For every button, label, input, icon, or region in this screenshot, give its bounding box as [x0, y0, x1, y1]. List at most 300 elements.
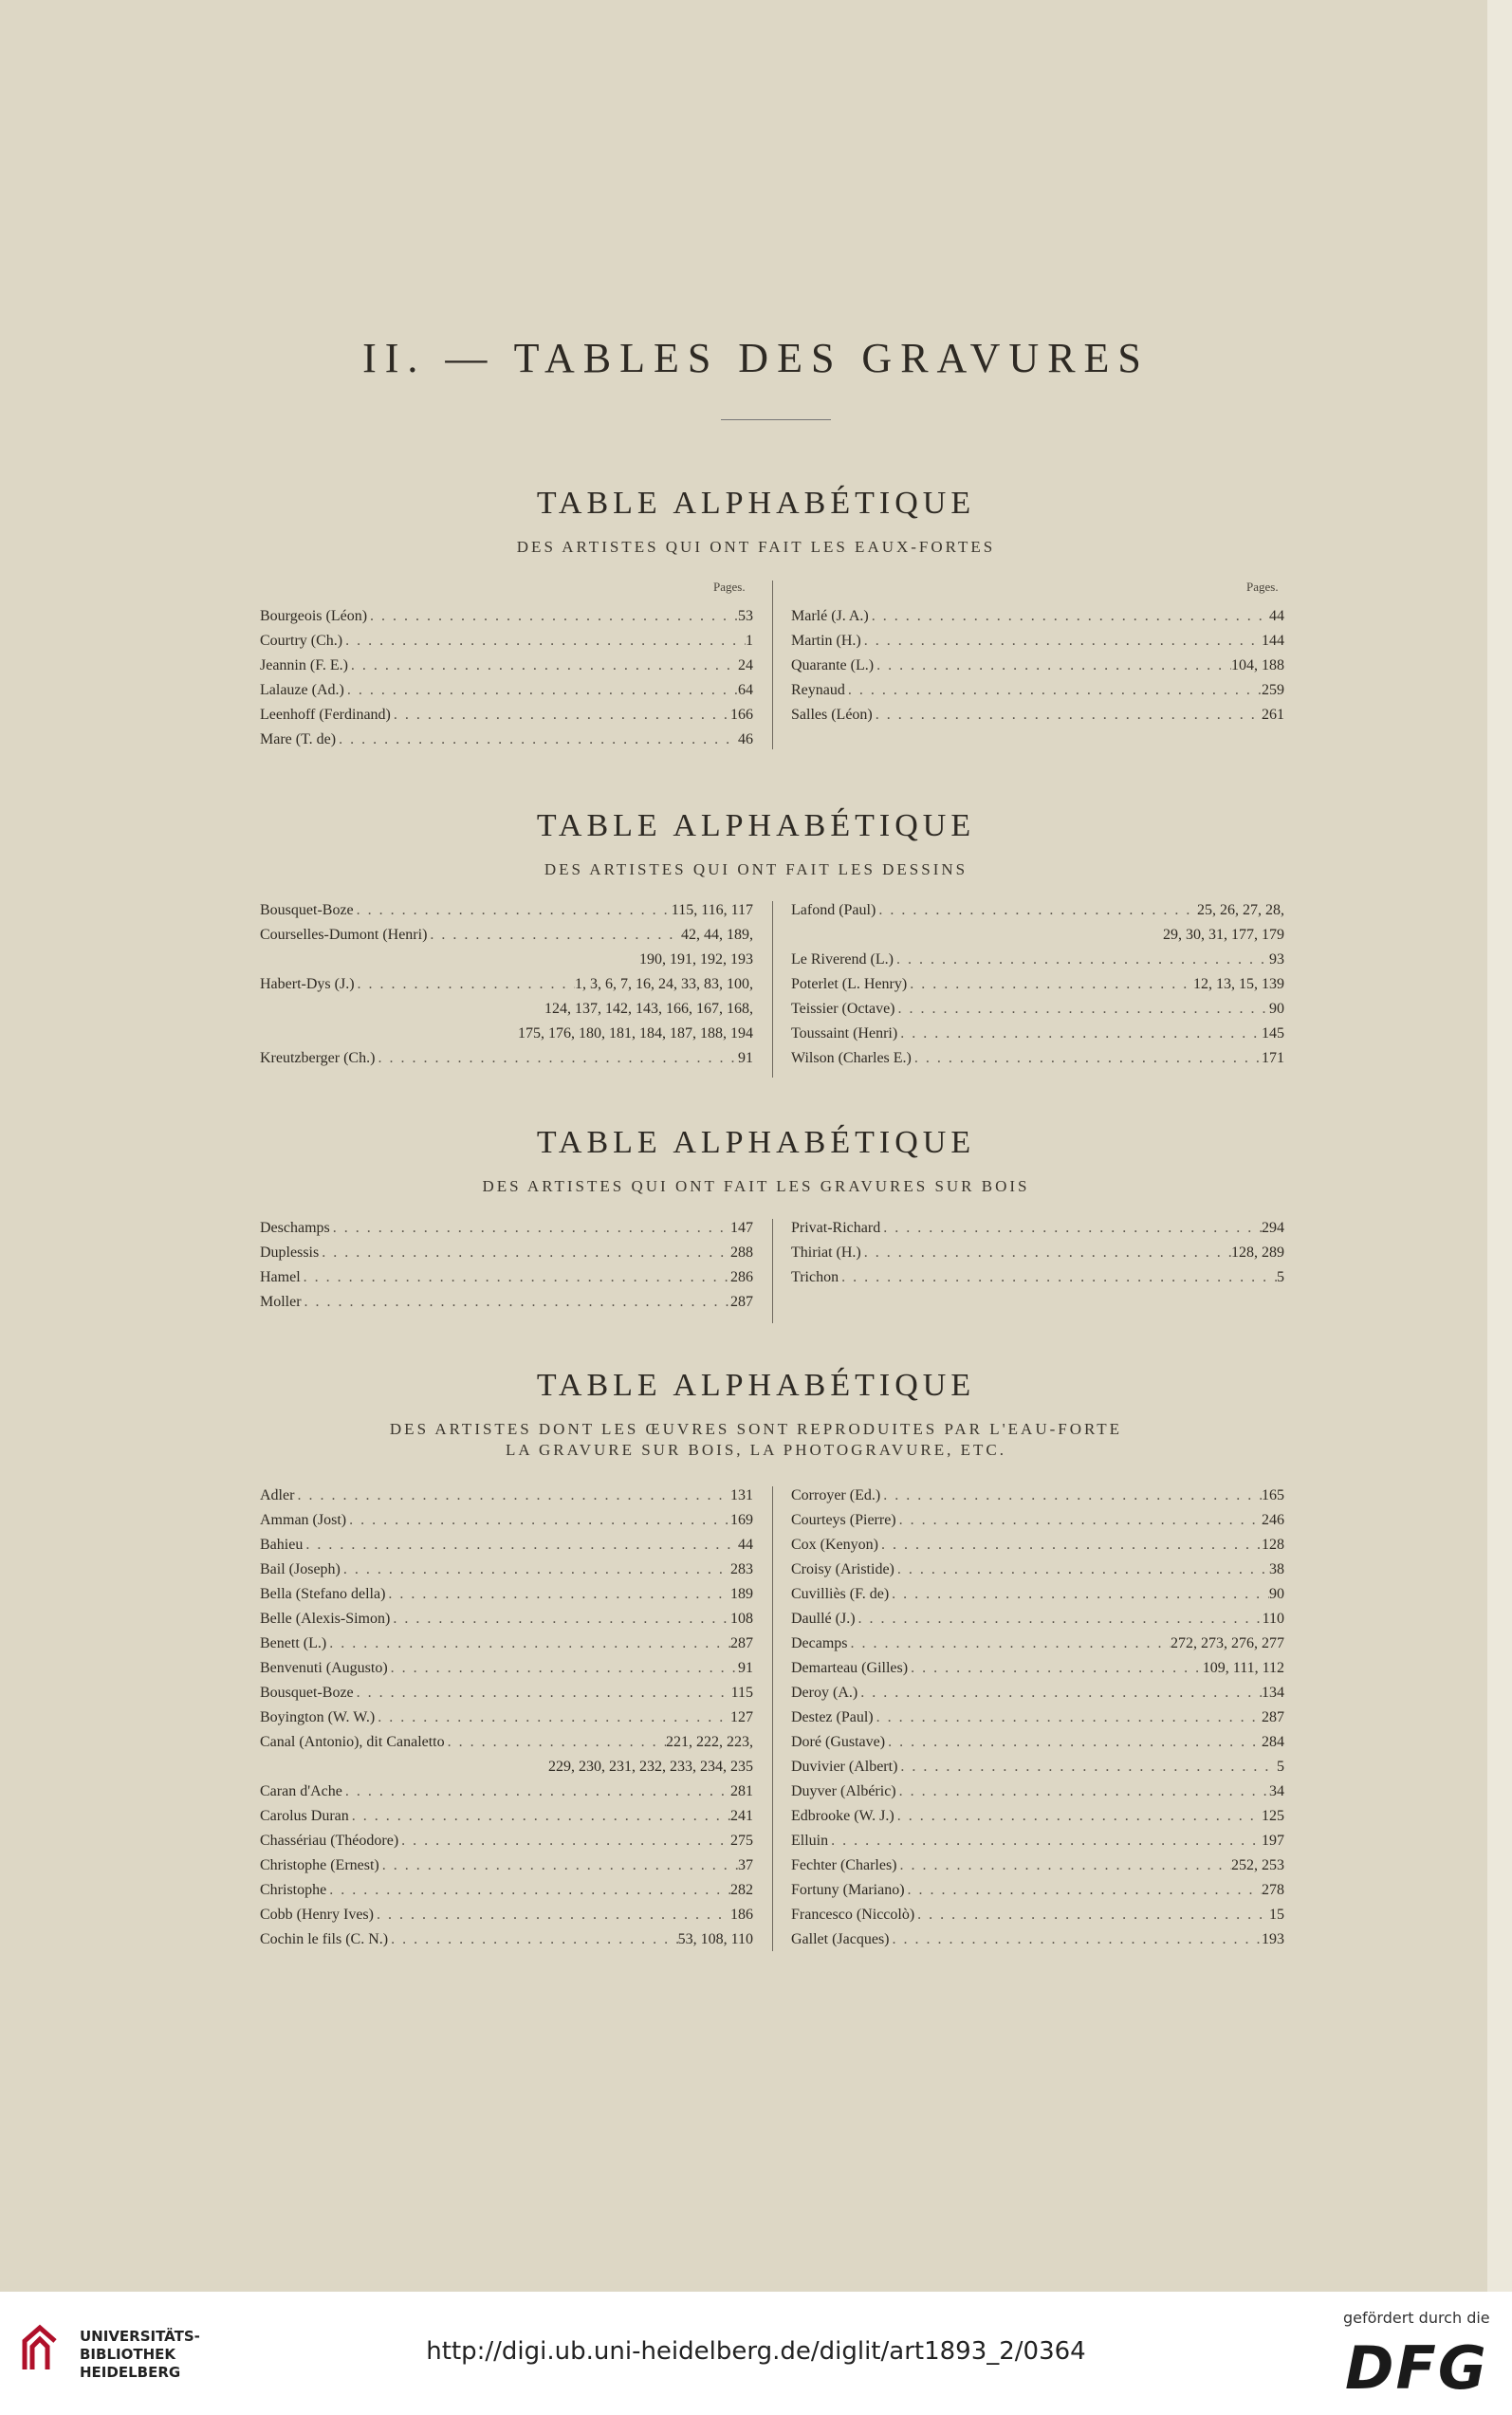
- artist-name: Deroy (A.): [791, 1685, 858, 1701]
- section-2-subtitle: DES ARTISTES QUI ONT FAIT LES DESSINS: [544, 860, 968, 878]
- index-entry: [791, 1829, 1284, 1853]
- index-entry: [260, 1582, 753, 1607]
- page-numbers: 189: [730, 1586, 753, 1602]
- index-entry: [260, 1533, 753, 1558]
- dot-leader: [354, 1681, 731, 1705]
- artist-name: Kreutzberger (Ch.): [260, 1050, 376, 1066]
- index-entry: [260, 1484, 753, 1508]
- dot-leader: [330, 1216, 730, 1241]
- index-entry: [260, 654, 753, 678]
- artist-name: Wilson (Charles E.): [791, 1050, 912, 1066]
- index-entry: [791, 1582, 1284, 1607]
- page-numbers: 34: [1269, 1783, 1284, 1799]
- page-numbers: 29, 30, 31, 177, 179: [1163, 927, 1284, 943]
- artist-name: Habert-Dys (J.): [260, 976, 355, 992]
- page-numbers: 287: [730, 1294, 753, 1310]
- index-entry: [260, 1290, 753, 1315]
- index-entry: [260, 1632, 753, 1656]
- section-1-pages-header-left: Pages.: [713, 580, 746, 594]
- section-4-right-column: [791, 1484, 1284, 1952]
- index-entry: [791, 1508, 1284, 1533]
- artist-name: Jeannin (F. E.): [260, 657, 348, 673]
- page-numbers: 127: [730, 1709, 753, 1725]
- section-3-left-column: [260, 1216, 753, 1315]
- dot-leader: [895, 997, 1270, 1022]
- dot-leader: [346, 1508, 730, 1533]
- artist-name: Cox (Kenyon): [791, 1537, 878, 1553]
- dot-leader: [344, 678, 738, 703]
- section-4-title: TABLE ALPHABÉTIQUE: [536, 1368, 976, 1403]
- artist-name: Belle (Alexis-Simon): [260, 1611, 391, 1627]
- dot-leader: [388, 1927, 678, 1952]
- artist-name: Christophe: [260, 1882, 327, 1898]
- section-4-left-column: [260, 1484, 753, 1952]
- index-entry: [260, 604, 753, 629]
- dot-leader: [896, 1779, 1269, 1804]
- page-numbers: 90: [1269, 1586, 1284, 1602]
- dot-leader: [912, 1046, 1262, 1071]
- artist-name: Le Riverend (L.): [791, 951, 894, 968]
- index-entry: [260, 1779, 753, 1804]
- page-numbers: 144: [1262, 633, 1284, 649]
- artist-name: Carolus Duran: [260, 1808, 349, 1824]
- section-1-right-column: [791, 604, 1284, 728]
- artist-name: Caran d'Ache: [260, 1783, 342, 1799]
- dot-leader: [294, 1484, 730, 1508]
- artist-name: Poterlet (L. Henry): [791, 976, 908, 992]
- page-numbers: 128, 289: [1231, 1244, 1284, 1261]
- artist-name: Cuvilliès (F. de): [791, 1586, 890, 1602]
- dot-leader: [897, 1755, 1277, 1779]
- index-entry: [791, 1927, 1284, 1952]
- index-entry: [260, 1829, 753, 1853]
- page-numbers: 93: [1269, 951, 1284, 968]
- index-entry: [260, 1558, 753, 1582]
- dot-leader: [848, 1632, 1171, 1656]
- page-numbers: 197: [1262, 1833, 1284, 1849]
- page-numbers: 110: [1262, 1611, 1284, 1627]
- artist-name: Salles (Léon): [791, 707, 873, 723]
- page-numbers: 109, 111, 112: [1202, 1660, 1284, 1676]
- dot-leader: [874, 654, 1231, 678]
- index-entry: [791, 1241, 1284, 1265]
- page-numbers: 286: [730, 1269, 753, 1285]
- artist-name: Demarteau (Gilles): [791, 1660, 909, 1676]
- page-numbers: 221, 222, 223,: [666, 1734, 753, 1750]
- page-numbers: 115, 116, 117: [671, 902, 753, 918]
- artist-name: Courselles-Dumont (Henri): [260, 927, 428, 943]
- artist-name: Fortuny (Mariano): [791, 1882, 905, 1898]
- page-numbers: 15: [1269, 1907, 1284, 1923]
- page-numbers: 294: [1262, 1220, 1284, 1236]
- dot-leader: [845, 678, 1262, 703]
- artist-name: Mare (T. de): [260, 731, 337, 747]
- dot-leader: [342, 629, 746, 654]
- index-entry: [260, 1903, 753, 1927]
- index-entry: [791, 703, 1284, 728]
- index-entry: [260, 629, 753, 654]
- artist-name: Deschamps: [260, 1220, 330, 1236]
- page-numbers: 91: [738, 1660, 753, 1676]
- index-entry: [260, 1927, 753, 1952]
- artist-name: Benett (L.): [260, 1635, 327, 1651]
- page-numbers: 193: [1262, 1931, 1284, 1947]
- dot-leader: [876, 898, 1197, 923]
- dot-leader: [885, 1730, 1262, 1755]
- dot-leader: [303, 1533, 738, 1558]
- institution-line-1: UNIVERSITÄTS-: [80, 2328, 200, 2345]
- artist-name: Canal (Antonio), dit Canaletto: [260, 1734, 445, 1750]
- dot-leader: [897, 1853, 1231, 1878]
- page-title: II. — TABLES DES GRAVURES: [362, 335, 1150, 381]
- dot-leader: [374, 1903, 730, 1927]
- dot-leader: [874, 1705, 1262, 1730]
- index-entry: [260, 1681, 753, 1705]
- dot-leader: [326, 1632, 730, 1656]
- index-entry: [260, 1046, 753, 1071]
- dot-leader: [367, 604, 738, 629]
- dot-leader: [336, 728, 738, 752]
- dot-leader: [890, 1927, 1262, 1952]
- index-entry: [260, 1878, 753, 1903]
- index-entry: [260, 948, 753, 972]
- artist-name: Trichon: [791, 1269, 839, 1285]
- dot-leader: [839, 1265, 1277, 1290]
- dot-leader: [319, 1241, 730, 1265]
- page-numbers: 46: [738, 731, 753, 747]
- artist-name: Marlé (J. A.): [791, 608, 869, 624]
- page-numbers: 1: [746, 633, 753, 649]
- artist-name: Lafond (Paul): [791, 902, 876, 918]
- artist-name: Cochin le fils (C. N.): [260, 1931, 389, 1947]
- artist-name: Bousquet-Boze: [260, 1685, 354, 1701]
- dot-leader: [914, 1903, 1269, 1927]
- dot-leader: [897, 1022, 1262, 1046]
- index-entry: [791, 1607, 1284, 1632]
- index-entry: [260, 997, 753, 1022]
- artist-name: Edbrooke (W. J.): [791, 1808, 894, 1824]
- artist-name: Quarante (L.): [791, 657, 875, 673]
- page-numbers: 190, 191, 192, 193: [639, 951, 753, 968]
- section-1-subtitle: DES ARTISTES QUI ONT FAIT LES EAUX-FORTES: [516, 538, 996, 556]
- index-entry: [260, 1022, 753, 1046]
- page-numbers: 53, 108, 110: [677, 1931, 753, 1947]
- dot-leader: [355, 972, 575, 997]
- dfg-logo: DFG: [1345, 2333, 1488, 2403]
- index-entry: [791, 604, 1284, 629]
- page-numbers: 42, 44, 189,: [681, 927, 753, 943]
- index-entry: [791, 629, 1284, 654]
- index-entry: [260, 1705, 753, 1730]
- index-entry: [791, 1878, 1284, 1903]
- page-numbers: 147: [730, 1220, 753, 1236]
- section-1-title: TABLE ALPHABÉTIQUE: [536, 486, 976, 521]
- dot-leader: [326, 1878, 730, 1903]
- section-4-divider: [772, 1486, 773, 1951]
- index-entry: [791, 1730, 1284, 1755]
- dot-leader: [375, 1705, 730, 1730]
- dot-leader: [828, 1829, 1262, 1853]
- section-4-subtitle-line-2: LA GRAVURE SUR BOIS, LA PHOTOGRAVURE, ETC.: [506, 1441, 1006, 1459]
- dot-leader: [427, 923, 681, 948]
- page-numbers: 5: [1277, 1269, 1284, 1285]
- page-numbers: 287: [1262, 1709, 1284, 1725]
- index-entry: [791, 997, 1284, 1022]
- index-entry: [260, 1730, 753, 1755]
- index-entry: [791, 1656, 1284, 1681]
- index-entry: [260, 1241, 753, 1265]
- index-entry: [260, 678, 753, 703]
- index-entry: [791, 1804, 1284, 1829]
- index-entry: [791, 1632, 1284, 1656]
- dot-leader: [894, 948, 1269, 972]
- index-entry: [791, 1533, 1284, 1558]
- dot-leader: [873, 703, 1262, 728]
- artist-name: Bousquet-Boze: [260, 902, 354, 918]
- artist-name: Decamps: [791, 1635, 848, 1651]
- institution-line-2: BIBLIOTHEK: [80, 2346, 175, 2363]
- page-numbers: 272, 273, 276, 277: [1171, 1635, 1284, 1651]
- dot-leader: [869, 604, 1269, 629]
- page-numbers: 169: [730, 1512, 753, 1528]
- dot-leader: [861, 629, 1262, 654]
- index-entry: [791, 654, 1284, 678]
- page-numbers: 229, 230, 231, 232, 233, 234, 235: [548, 1759, 753, 1775]
- section-2-divider: [772, 901, 773, 1078]
- index-entry: [791, 1216, 1284, 1241]
- page-numbers: 175, 176, 180, 181, 184, 187, 188, 194: [518, 1025, 753, 1042]
- index-entry: [791, 1022, 1284, 1046]
- page-numbers: 284: [1262, 1734, 1284, 1750]
- artist-name: Courteys (Pierre): [791, 1512, 896, 1528]
- index-entry: [791, 1265, 1284, 1290]
- artist-name: Bahieu: [260, 1537, 304, 1553]
- artist-name: Hamel: [260, 1269, 301, 1285]
- artist-name: Daullé (J.): [791, 1611, 856, 1627]
- dot-leader: [391, 703, 730, 728]
- artist-name: Bail (Joseph): [260, 1561, 341, 1577]
- page-numbers: 38: [1269, 1561, 1284, 1577]
- dot-leader: [341, 1558, 730, 1582]
- page-numbers: 252, 253: [1231, 1857, 1284, 1873]
- index-entry: [791, 972, 1284, 997]
- page-numbers: 282: [730, 1882, 753, 1898]
- artist-name: Destez (Paul): [791, 1709, 874, 1725]
- viewer-footer: [0, 2292, 1512, 2415]
- artist-name: Corroyer (Ed.): [791, 1487, 881, 1503]
- index-entry: [791, 1681, 1284, 1705]
- section-2-right-column: [791, 898, 1284, 1071]
- page-numbers: 37: [738, 1857, 753, 1873]
- index-entry: [791, 1484, 1284, 1508]
- artist-name: Courtry (Ch.): [260, 633, 343, 649]
- dot-leader: [907, 972, 1193, 997]
- dot-leader: [856, 1607, 1263, 1632]
- dot-leader: [385, 1582, 730, 1607]
- page-numbers: 275: [730, 1833, 753, 1849]
- artist-name: Christophe (Ernest): [260, 1857, 379, 1873]
- index-entry: [260, 728, 753, 752]
- dot-leader: [348, 654, 738, 678]
- dot-leader: [398, 1829, 730, 1853]
- index-entry: [791, 898, 1284, 923]
- artist-name: Amman (Jost): [260, 1512, 347, 1528]
- index-entry: [260, 898, 753, 923]
- index-entry: [791, 948, 1284, 972]
- page-numbers: 44: [738, 1537, 753, 1553]
- page-numbers: 44: [1269, 608, 1284, 624]
- index-entry: [791, 1779, 1284, 1804]
- dot-leader: [379, 1853, 738, 1878]
- page-numbers: 125: [1262, 1808, 1284, 1824]
- page-numbers: 1, 3, 6, 7, 16, 24, 33, 83, 100,: [575, 976, 753, 992]
- page-numbers: 134: [1262, 1685, 1284, 1701]
- index-entry: [260, 1804, 753, 1829]
- dot-leader: [388, 1656, 738, 1681]
- section-3-subtitle: DES ARTISTES QUI ONT FAIT LES GRAVURES SUR BOIS: [482, 1177, 1030, 1195]
- page-numbers: 124, 137, 142, 143, 166, 167, 168,: [544, 1001, 753, 1017]
- artist-name: Duplessis: [260, 1244, 320, 1261]
- index-entry: [260, 703, 753, 728]
- dot-leader: [342, 1779, 730, 1804]
- section-1-pages-header-right: Pages.: [1246, 580, 1279, 594]
- artist-name: Bella (Stefano della): [260, 1586, 386, 1602]
- index-entry: [791, 678, 1284, 703]
- dot-leader: [349, 1804, 730, 1829]
- dot-leader: [889, 1582, 1269, 1607]
- page-numbers: 261: [1262, 707, 1284, 723]
- index-entry: [260, 1853, 753, 1878]
- artist-name: Teissier (Octave): [791, 1001, 895, 1017]
- section-4-subtitle-line-1: DES ARTISTES DONT LES ŒUVRES SONT REPRODUITES PAR L'EAU-FORTE: [389, 1420, 1123, 1438]
- page-numbers: 53: [738, 608, 753, 624]
- dot-leader: [878, 1533, 1262, 1558]
- artist-name: Cobb (Henry Ives): [260, 1907, 374, 1923]
- page-numbers: 104, 188: [1231, 657, 1284, 673]
- permalink-url[interactable]: http://digi.ub.uni-heidelberg.de/diglit/art1893_2/0364: [426, 2337, 1086, 2366]
- dot-leader: [880, 1484, 1262, 1508]
- index-entry: [791, 1705, 1284, 1730]
- artist-name: Gallet (Jacques): [791, 1931, 890, 1947]
- artist-name: Martin (H.): [791, 633, 861, 649]
- dot-leader: [894, 1558, 1269, 1582]
- dot-leader: [880, 1216, 1262, 1241]
- artist-name: Privat-Richard: [791, 1220, 881, 1236]
- section-3-right-column: [791, 1216, 1284, 1290]
- dot-leader: [908, 1656, 1203, 1681]
- dot-leader: [445, 1730, 666, 1755]
- page-numbers: 25, 26, 27, 28,: [1197, 902, 1284, 918]
- index-entry: [791, 923, 1284, 948]
- page-numbers: 278: [1262, 1882, 1284, 1898]
- page-numbers: 281: [730, 1783, 753, 1799]
- dot-leader: [905, 1878, 1262, 1903]
- index-entry: [260, 923, 753, 948]
- page-numbers: 91: [738, 1050, 753, 1066]
- index-entry: [791, 1903, 1284, 1927]
- artist-name: Benvenuti (Augusto): [260, 1660, 388, 1676]
- sponsor-label: gefördert durch die: [1343, 2309, 1490, 2327]
- index-entry: [260, 1265, 753, 1290]
- artist-name: Duyver (Albéric): [791, 1783, 896, 1799]
- section-3-title: TABLE ALPHABÉTIQUE: [536, 1125, 976, 1160]
- page-numbers: 115: [730, 1685, 753, 1701]
- dot-leader: [302, 1290, 730, 1315]
- artist-name: Lalauze (Ad.): [260, 682, 344, 698]
- artist-name: Francesco (Niccolò): [791, 1907, 915, 1923]
- dot-leader: [896, 1508, 1262, 1533]
- artist-name: Thiriat (H.): [791, 1244, 861, 1261]
- dot-leader: [390, 1607, 730, 1632]
- page-numbers: 166: [730, 707, 753, 723]
- section-2-title: TABLE ALPHABÉTIQUE: [536, 808, 976, 843]
- page-numbers: 241: [730, 1808, 753, 1824]
- index-entry: [791, 1558, 1284, 1582]
- page-numbers: 128: [1262, 1537, 1284, 1553]
- dot-leader: [375, 1046, 738, 1071]
- index-entry: [260, 1607, 753, 1632]
- dot-leader: [894, 1804, 1262, 1829]
- page-numbers: 288: [730, 1244, 753, 1261]
- page-numbers: 108: [730, 1611, 753, 1627]
- page-numbers: 246: [1262, 1512, 1284, 1528]
- index-entry: [260, 1656, 753, 1681]
- title-rule: [721, 419, 831, 420]
- page-numbers: 64: [738, 682, 753, 698]
- section-1-left-column: [260, 604, 753, 752]
- artist-name: Reynaud: [791, 682, 845, 698]
- page-numbers: 165: [1262, 1487, 1284, 1503]
- artist-name: Moller: [260, 1294, 302, 1310]
- page-numbers: 186: [730, 1907, 753, 1923]
- artist-name: Toussaint (Henri): [791, 1025, 898, 1042]
- page-numbers: 90: [1269, 1001, 1284, 1017]
- dot-leader: [301, 1265, 730, 1290]
- page-numbers: 131: [730, 1487, 753, 1503]
- artist-name: Duvivier (Albert): [791, 1759, 898, 1775]
- section-1-divider: [772, 581, 773, 749]
- index-entry: [791, 1046, 1284, 1071]
- page-numbers: 287: [730, 1635, 753, 1651]
- artist-name: Croisy (Aristide): [791, 1561, 894, 1577]
- section-2-left-column: [260, 898, 753, 1071]
- index-entry: [791, 1755, 1284, 1779]
- artist-name: Doré (Gustave): [791, 1734, 886, 1750]
- section-3-divider: [772, 1219, 773, 1323]
- index-entry: [260, 1508, 753, 1533]
- index-entry: [260, 972, 753, 997]
- artist-name: Elluin: [791, 1833, 829, 1849]
- artist-name: Boyington (W. W.): [260, 1709, 376, 1725]
- artist-name: Chassériau (Théodore): [260, 1833, 399, 1849]
- index-entry: [260, 1216, 753, 1241]
- artist-name: Bourgeois (Léon): [260, 608, 368, 624]
- page-numbers: 171: [1262, 1050, 1284, 1066]
- artist-name: Leenhoff (Ferdinand): [260, 707, 391, 723]
- page-numbers: 5: [1277, 1759, 1284, 1775]
- institution-line-3: HEIDELBERG: [80, 2364, 181, 2381]
- dot-leader: [857, 1681, 1262, 1705]
- index-entry: [260, 1755, 753, 1779]
- page-numbers: 259: [1262, 682, 1284, 698]
- artist-name: Adler: [260, 1487, 295, 1503]
- artist-name: Fechter (Charles): [791, 1857, 897, 1873]
- page-numbers: 283: [730, 1561, 753, 1577]
- page-numbers: 24: [738, 657, 753, 673]
- page-numbers: 12, 13, 15, 139: [1193, 976, 1284, 992]
- dot-leader: [354, 898, 672, 923]
- index-entry: [791, 1853, 1284, 1878]
